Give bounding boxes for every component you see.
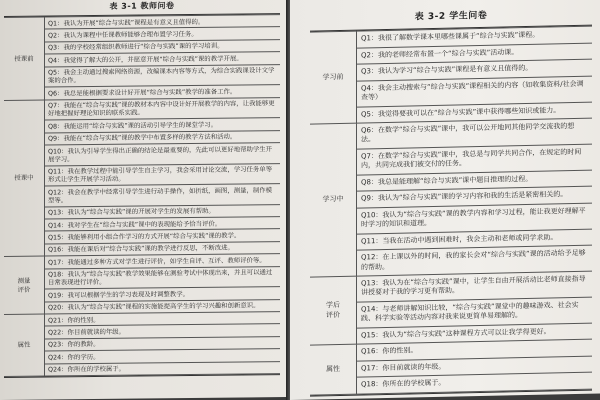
teacher-question: Q3：我的学校经常组织教师进行“综合与实践”课的学习培训。 [45,39,281,54]
teacher-category-label: 授课前 [4,17,45,100]
teacher-question: Q24：你所在的学校属于。 [45,361,281,376]
student-category-label: 属性 [310,344,357,395]
student-question: Q2：我的老师经常布置一个“综合与实践”活动课。 [357,43,593,65]
teacher-table-grid [4,14,280,377]
teacher-question: Q23：你的教龄。 [45,336,281,351]
teacher-question: Q19：我可以根据学生的学习表现及时调整教学。 [45,287,281,302]
teacher-category-label: 测量 评价 [4,256,45,314]
teacher-question: Q15：我能够利用小组合作学习的方式开展“综合与实践”课的教学。 [45,229,281,244]
student-question: Q5：我觉得要我可以在“综合与实践”课中获得哪些知识或能力。 [357,102,593,124]
student-question: Q18：你所在的学校属于。 [357,372,593,394]
teacher-question: Q20：我认为“综合与实践”课程的实施能提高学生的学习兴趣和创新意识。 [45,299,281,314]
teacher-question: Q6：我总是能根据要求设计好开展“综合与实践”教学的准备工作。 [45,85,281,100]
student-question: Q13：我认为在“综合与实践”课中，让学生自由开展活动比老师直接指导讲授要对于我的学习更有帮助。 [357,271,593,302]
teacher-row [4,97,280,120]
student-category-label: 学习中 [310,123,357,277]
student-question: Q14：与老师讲解知识比较，“综合与实践”课堂中的趣味游戏、社会实践、科学实验等活动内容对我来说更简单易理解的。 [357,297,593,328]
teacher-question: Q11：我在教学过程中能引导学生自主学习，我会采用讨论交流，学习任务单等形式让学生开展学习活动。 [45,163,281,186]
student-question: Q3：我认为学习“综合与实践”课程是有意义且值得的。 [357,59,593,81]
teacher-row [4,163,280,186]
teacher-question: Q24：你的学历。 [45,349,281,364]
teacher-question: Q5：我会主动通过搜索网络资源，改编课本内容等方式，为综合实践课设计文学案的合作。 [45,64,281,87]
right-page [290,0,600,400]
teacher-question: Q7：我能在“综合与实践”课的教材本内容中设计好开展教学的内容，让我能够更好地把握好理论知识的联系实践。 [45,97,281,120]
student-question: Q8：我总是能理解“综合与实践”课中题目推理的过程。 [357,170,593,192]
student-question: Q1：我很了解数学课本里哪些课属于“综合与实践”课程。 [357,26,593,48]
teacher-question: Q1：我认为开展“综合与实践”课程是有意义且值得的。 [45,15,281,30]
teacher-category-label: 属性 [4,314,45,376]
teacher-question: Q12：我会在教学中经常引导学生进行动手操作，如折纸，画图，测量，制作模型等。 [45,184,281,207]
student-question: Q4：我会主动搜索与“综合与实践”课程相关的内容（如收集资料/社会调查等） [357,76,593,107]
teacher-question: Q10：我认为引导学生得出正确的结论是最重要的，先此可以更好地帮助学生开展学习。 [45,142,281,165]
student-question: Q17：你目前就读的年级。 [357,356,593,378]
teacher-row [4,64,280,87]
student-question: Q11：当我在活动中遇到困难时，我会主动和老师或同学求助。 [357,229,593,251]
student-questionnaire-title: 表 3-2 学生问卷 [414,10,488,23]
teacher-question: Q16：我能在课后对“综合与实践”课的教学进行反思，不断改进。 [45,241,281,256]
teacher-question: Q22：你目前就读的年级。 [45,324,281,339]
student-table-grid [310,26,592,396]
student-question: Q7：在数学“综合与实践”课中，我总是与同学共同合作，在规定的时间内，共同完成我们被交付的任务。 [357,144,593,175]
teacher-row [4,361,280,376]
student-question: Q12：在上课以外的时间，我的家长会对“综合与实践”课的活动给予足够的帮助。 [357,245,593,276]
teacher-question: Q18：我认为“综合与实践”教学效果能够在测验考试中体现出来，并且可以通过日常表现进行评价。 [45,266,281,289]
student-question: Q15：我认为“综合与实践”这种课程方式可以让我学得更好。 [357,323,593,345]
teacher-question: Q2：我认为课程中任课教师能够合理布置学习任务。 [45,27,281,42]
teacher-question: Q13：我认为“综合与实践”课的开展对学生的发展有帮助。 [45,204,281,219]
student-category-label: 学习前 [310,31,357,124]
teacher-category-label: 授课中 [4,100,45,257]
left-page [0,0,286,400]
student-question: Q9：我认为“综合与实践”课的学习内容和我的生活是紧密相关的。 [357,186,593,208]
teacher-question: Q17：我能通过多种方式对学生进行评价，如学生自评、互评、教师评价等。 [45,254,281,269]
teacher-questionnaire-title: 表 3-1 教师问卷 [109,1,175,11]
student-question: Q16：你的性别。 [357,339,593,361]
teacher-questionnaire-table [4,13,280,378]
student-question: Q10：我认为“综合与实践”课的教学内容和学习过程，能让我更好理解平时学习的知识和道理。 [357,203,593,234]
teacher-question: Q14：我对学生在“综合与实践”课中的表现能给予恰当评价。 [45,217,281,232]
teacher-question: Q8：我能运用“综合与实践”课的活动引导学生的课堂学习。 [45,118,281,133]
teacher-question: Q21：你的性别。 [45,312,281,327]
student-question: Q6：在数学“综合与实践”课中，我可以公开地同其他同学交流我的想法。 [357,118,593,149]
student-questionnaire-table [310,25,592,397]
teacher-row [4,266,280,289]
student-category-label: 学后 评价 [310,276,357,345]
teacher-row [4,142,280,165]
teacher-question: Q9：我能在“综合与实践”课的教学中布置多样的教学方法和活动。 [45,130,281,145]
teacher-question: Q4：我觉得了解大的公开，并愿意开展“综合与实践”课的教学开展。 [45,52,281,67]
teacher-row [4,184,280,207]
